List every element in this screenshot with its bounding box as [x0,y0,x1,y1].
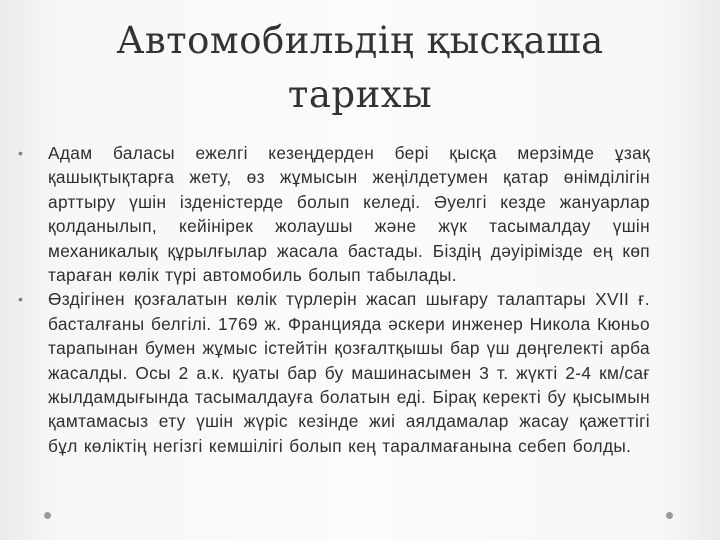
decorative-dot-right [666,512,673,519]
slide-title [60,14,660,122]
slide-title-line-2: тарихы [287,73,433,116]
slide-title-line-1: Автомобильдің қысқаша [116,19,604,62]
bullet-marker: • [18,145,24,161]
bullet-marker: • [18,291,24,308]
bullet-text: Өздігінен қозғалатын көлік түрлерін жасап шығару талаптары XVII ғ. басталғаны белгілі. 1769 ж. Францияда әскери инженер Никола Кюньо тарапынан бумен жұмыс істейтін қозғалтқышы бар үш дөңгелекті арба жасалды. Осы 2 а.к. қуаты бар бу машинасымен 3 т. жүкті 2-4 км/сағ жылдамдығында тасымалдауға болатын еді. Бірақ керекті бу қысымын қамтамасыз ету үшін жүріс кезінде жиі аялдамалар жасау қажеттігі бұл көліктің негізгі кемшілігі болып кең таралмағанына себеп болды. [48,289,650,456]
bullet-item [10,141,650,287]
slide-body [10,141,650,458]
bullet-text: Адам баласы ежелгі кезеңдерден бері қысқа мерзімде ұзақ қашықтықтарға жету, өз жұмысын жеңілдетумен қатар өнімділігін арттыру үшін ізденістерде болып келеді. Әуелгі кезде жануарлар қолданылып, кейінірек жолаушы және жүк тасымалдау үшін механикалық құрылғылар жасала бастады. Біздің дәуірімізде ең көп тараған көлік түрі автомобиль болып табылады. [48,143,650,286]
bullet-item [10,287,650,458]
decorative-dot-left [44,512,51,519]
